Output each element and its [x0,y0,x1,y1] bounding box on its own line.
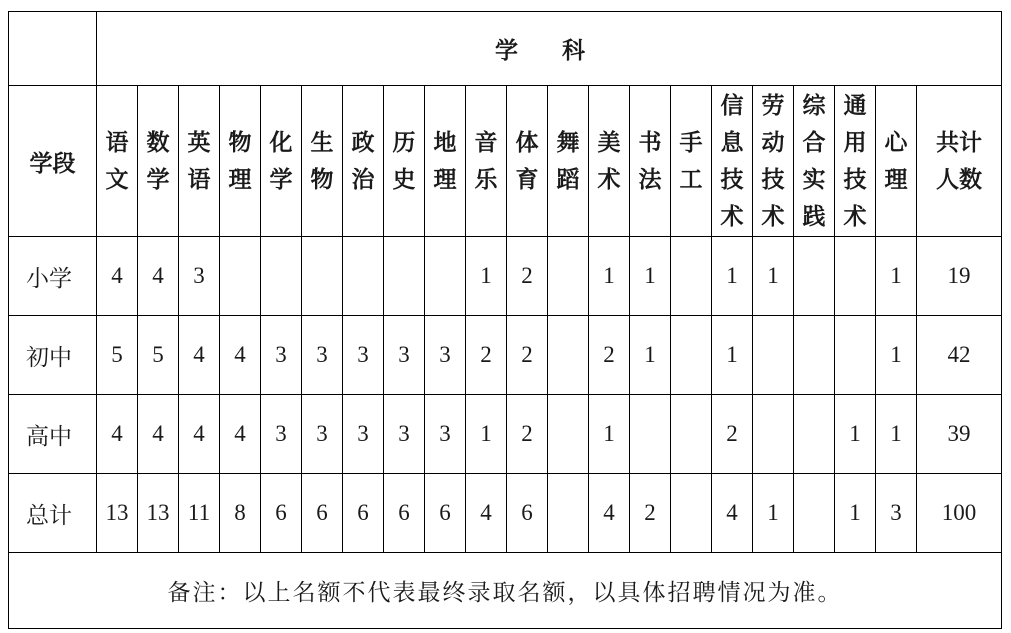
subject-header-char: 生 [310,129,334,156]
subject-header-char: 技 [720,166,744,193]
subject-header-char: 文 [105,166,129,193]
table-row [9,237,1002,316]
subject-header-char: 实 [802,166,826,193]
subject-header [138,86,179,237]
table-cell [630,395,671,474]
table-cell: 3 [384,395,425,474]
table-cell: 1 [589,237,630,316]
subject-header-char: 美 [597,129,621,156]
subject-header-char: 政 [351,129,375,156]
subject-header [630,86,671,237]
table-cell: 4 [97,395,138,474]
corner-cell [9,12,97,86]
table-cell: 4 [138,395,179,474]
subject-header-char: 息 [720,129,744,156]
row-total: 42 [917,316,1002,395]
subject-header-char: 学 [269,166,293,193]
table-cell: 2 [466,316,507,395]
row-label: 高中 [9,395,97,474]
table-cell: 1 [876,316,917,395]
subject-header-char: 动 [761,129,785,156]
table-cell: 1 [753,474,794,553]
subject-header-char: 音 [474,129,498,156]
table-cell [548,395,589,474]
subject-header-char: 育 [515,166,539,193]
subject-header [835,86,876,237]
table-cell: 1 [876,395,917,474]
subject-header [712,86,753,237]
table-cell: 3 [876,474,917,553]
subject-header-char: 史 [392,166,416,193]
subject-header-char: 工 [679,166,703,193]
table-cell: 4 [466,474,507,553]
table-cell: 1 [630,237,671,316]
table-cell: 4 [138,237,179,316]
table-cell: 8 [220,474,261,553]
subject-header-char: 技 [761,166,785,193]
table-body [9,12,1002,629]
subject-header-char: 治 [351,166,375,193]
table-cell: 1 [466,237,507,316]
table-cell: 1 [876,237,917,316]
table-cell: 1 [712,237,753,316]
table-cell: 3 [384,316,425,395]
subject-header [343,86,384,237]
table-cell [548,316,589,395]
subject-header [97,86,138,237]
table-cell: 4 [179,395,220,474]
total-header [917,86,1002,237]
subject-header [302,86,343,237]
table-cell [835,237,876,316]
subject-header-char: 践 [802,203,826,230]
subject-header [671,86,712,237]
table-cell [671,237,712,316]
table-cell: 13 [138,474,179,553]
table-title: 学 科 [97,12,1002,86]
subject-header-char: 信 [720,92,744,119]
table-cell: 2 [712,395,753,474]
table-cell: 3 [179,237,220,316]
subject-header-char: 学 [146,166,170,193]
table-cell: 3 [425,395,466,474]
table-cell: 2 [630,474,671,553]
subject-header-char: 语 [187,166,211,193]
subject-header-char: 理 [433,166,457,193]
subject-header-char: 物 [310,166,334,193]
table-cell [671,474,712,553]
table-cell: 4 [220,395,261,474]
table-cell: 2 [507,316,548,395]
row-label: 总计 [9,474,97,553]
table-cell [384,237,425,316]
note-row [9,553,1002,629]
header-row [9,86,1002,237]
subject-header-char: 化 [269,129,293,156]
subject-header-char: 物 [228,129,252,156]
table-cell [794,474,835,553]
table-row [9,395,1002,474]
subject-header-char: 术 [843,203,867,230]
table-cell: 1 [835,474,876,553]
subject-header-char: 法 [638,166,662,193]
subject-header-char: 蹈 [556,166,580,193]
table-cell [671,316,712,395]
table-cell: 1 [712,316,753,395]
table-cell: 6 [343,474,384,553]
table-note: 备注：以上名额不代表最终录取名额，以具体招聘情况为准。 [9,553,1002,629]
subject-header-char: 数 [146,129,170,156]
table-cell: 6 [302,474,343,553]
table-cell [794,237,835,316]
row-total: 39 [917,395,1002,474]
table-cell: 6 [507,474,548,553]
subject-header-char: 通 [843,92,867,119]
subject-header-char: 英 [187,129,211,156]
subject-header [589,86,630,237]
row-total: 100 [917,474,1002,553]
table-cell: 1 [466,395,507,474]
table-cell: 6 [384,474,425,553]
subject-header [507,86,548,237]
table-cell: 3 [425,316,466,395]
table-cell: 3 [302,316,343,395]
table-cell: 4 [589,474,630,553]
subject-header [425,86,466,237]
subject-header [261,86,302,237]
table-cell: 5 [97,316,138,395]
section-header: 学段 [9,86,97,237]
subject-header-char: 历 [392,129,416,156]
subject-header-char: 综 [802,92,826,119]
row-label: 初中 [9,316,97,395]
subject-header [876,86,917,237]
subject-header-char: 地 [433,129,457,156]
table-cell: 1 [630,316,671,395]
table-cell: 3 [343,316,384,395]
table-cell: 4 [97,237,138,316]
row-total: 19 [917,237,1002,316]
subject-header-char: 理 [884,166,908,193]
table-cell: 3 [261,395,302,474]
subject-header [466,86,507,237]
subject-header-char: 用 [843,129,867,156]
title-row [9,12,1002,86]
table-cell: 6 [261,474,302,553]
subject-header [753,86,794,237]
table-cell: 4 [220,316,261,395]
table-cell: 4 [179,316,220,395]
subject-header-char: 心 [884,129,908,156]
table-cell [794,316,835,395]
table-row [9,316,1002,395]
subject-header [794,86,835,237]
subject-header-char: 术 [597,166,621,193]
total-header-line: 人数 [936,166,982,193]
subject-header-char: 合 [802,129,826,156]
table-cell [753,316,794,395]
subject-header-char: 术 [761,203,785,230]
table-cell [548,237,589,316]
table-cell [548,474,589,553]
table-cell: 2 [507,395,548,474]
table-cell: 4 [712,474,753,553]
subject-header-char: 理 [228,166,252,193]
table-cell [425,237,466,316]
table-cell: 13 [97,474,138,553]
table-cell [261,237,302,316]
subject-header-char: 体 [515,129,539,156]
subject-header-char: 劳 [761,92,785,119]
recruitment-table [8,11,1002,629]
table-cell: 2 [589,316,630,395]
table-cell [220,237,261,316]
table-cell: 5 [138,316,179,395]
table-cell [671,395,712,474]
table-row [9,474,1002,553]
subject-header [220,86,261,237]
subject-header-char: 术 [720,203,744,230]
subject-header-char: 书 [638,129,662,156]
table-cell [302,237,343,316]
subject-header-char: 技 [843,166,867,193]
subject-header [179,86,220,237]
row-label: 小学 [9,237,97,316]
table-cell: 3 [343,395,384,474]
table-cell: 6 [425,474,466,553]
table-cell: 2 [507,237,548,316]
table-cell: 3 [302,395,343,474]
subject-header [384,86,425,237]
subject-header-char: 舞 [556,129,580,156]
table-cell: 3 [261,316,302,395]
table-cell [835,316,876,395]
table-cell: 1 [835,395,876,474]
table-cell [343,237,384,316]
subject-header-char: 语 [105,129,129,156]
subject-header-char: 乐 [474,166,498,193]
table-cell: 1 [589,395,630,474]
subject-header [548,86,589,237]
table-cell [753,395,794,474]
subject-header-char: 手 [679,129,703,156]
table-cell [794,395,835,474]
table-cell: 11 [179,474,220,553]
table-cell: 1 [753,237,794,316]
total-header-line: 共计 [936,129,982,156]
